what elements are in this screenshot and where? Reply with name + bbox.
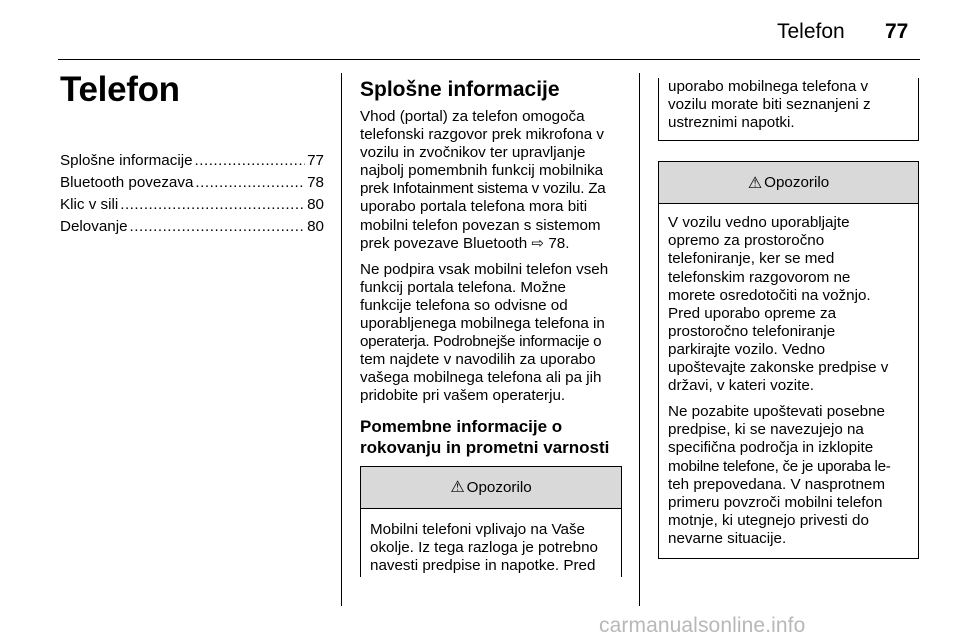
warning-title: Opozorilo (466, 478, 532, 496)
toc-entry-page: 78 (307, 174, 324, 191)
text-line: prostoročno telefoniranje (668, 322, 836, 340)
header-rule (58, 59, 920, 60)
warning-continuation (658, 78, 919, 141)
text-line: uporabo mobilnega telefona v (668, 78, 869, 95)
toc-entry[interactable] (60, 150, 324, 172)
toc-entry-page: 77 (307, 152, 324, 169)
warning-body (659, 204, 918, 558)
text-line: operaterja. Podrobnejše informacije o (360, 333, 602, 351)
text-line: specifična področja in izklopite (668, 439, 874, 457)
text-line: Pred uporabo opreme za (668, 304, 837, 322)
chapter-title: Telefon (60, 70, 180, 109)
column-divider-1 (341, 73, 342, 606)
text-line: državi, v kateri vozite. (668, 377, 815, 395)
heading-line: rokovanju in prometni varnosti (360, 437, 610, 457)
text-line: vozilu morate biti seznanjeni z (668, 96, 871, 114)
page-header-title: Telefon (777, 20, 845, 43)
column-two (360, 78, 622, 577)
warning-text (370, 521, 613, 575)
column-three (658, 78, 919, 559)
toc-entry[interactable] (60, 194, 324, 216)
text-line: uporabljenega mobilnega telefona in (360, 315, 605, 333)
text-line: primeru povzroči mobilni telefon (668, 493, 883, 511)
intro-paragraph (360, 108, 622, 253)
text-line: funkcij portala telefona. Možne (360, 278, 566, 296)
toc-leader-dots (130, 216, 306, 238)
warning-box (360, 466, 622, 577)
warning-header (361, 467, 621, 509)
toc-entry-label: Klic v sili (60, 196, 119, 213)
text-line: upoštevajte zakonske predpise v (668, 359, 889, 377)
text-line: morete osredotočiti na vožnjo. (668, 286, 871, 304)
warning-text (668, 78, 910, 132)
warning-title: Opozorilo (764, 174, 830, 192)
text-line: telefoniranje, ker se med (668, 250, 835, 268)
subsection-heading (360, 416, 622, 458)
text-line: nevarne situacije. (668, 529, 787, 547)
text-line: pridobite pri vašem operaterju. (360, 387, 566, 405)
warning-box (658, 161, 919, 559)
text-line: mobilne telefone, če je uporaba le- (668, 457, 891, 475)
heading-line: Pomembne informacije o (360, 416, 563, 436)
toc-entry-label: Delovanje (60, 218, 128, 235)
toc-entry-label: Bluetooth povezava (60, 174, 194, 191)
text-line: Ne pozabite upoštevati posebne (668, 403, 886, 421)
text-line: V vozilu vedno uporabljajte (668, 214, 850, 232)
text-line: parkirajte vozilo. Vedno (668, 340, 826, 358)
text-line: okolje. Iz tega razloga je potrebno (370, 538, 598, 556)
toc-leader-dots (195, 150, 306, 172)
table-of-contents (60, 150, 324, 238)
text-line: motnje, ki utegnejo privesti do (668, 511, 869, 529)
toc-leader-dots (195, 172, 305, 194)
text-line: Ne podpira vsak mobilni telefon vseh (360, 260, 609, 278)
text-line: vašega mobilnega telefona ali pa jih (360, 369, 602, 387)
text-line: ustreznimi napotki. (668, 114, 795, 132)
text-line: predpise, ki se navezujejo na (668, 421, 864, 439)
page-number: 77 (885, 20, 909, 43)
support-paragraph (360, 261, 622, 406)
warning-header (659, 162, 918, 204)
toc-entry[interactable] (60, 172, 324, 194)
text-line: uporabo portala telefona mora biti (360, 198, 588, 216)
warning-triangle-icon: ⚠ (450, 479, 465, 496)
text-line: teh prepovedana. V nasprotnem (668, 475, 885, 493)
toc-entry-page: 80 (307, 196, 324, 213)
text-line: vozilu in zvočnikov ter upravljanje (360, 144, 586, 162)
toc-entry[interactable] (60, 216, 324, 238)
text-line: tem najdete v navodilih za uporabo (360, 351, 596, 369)
section-heading: Splošne informacije (360, 78, 560, 101)
text-line: navesti predpise in napotke. Pred (370, 556, 596, 574)
watermark: carmanualsonline.info (599, 614, 806, 637)
text-line: telefonskim razgovorom ne (668, 268, 851, 286)
warning-body (361, 509, 621, 577)
text-line: mobilni telefon povezan s sistemom (360, 216, 601, 234)
warning-paragraph (668, 214, 910, 395)
toc-entry-page: 80 (307, 218, 324, 235)
warning-triangle-icon: ⚠ (747, 174, 763, 192)
text-line: opremo za prostoročno (668, 232, 825, 250)
column-divider-2 (639, 73, 640, 606)
text-line: prek Infotainment sistema v vozilu. Za (360, 180, 606, 198)
text-line: telefonski razgovor prek mikrofona v (360, 126, 604, 144)
toc-leader-dots (120, 194, 305, 216)
text-line: Mobilni telefoni vplivajo na Vaše (370, 520, 585, 538)
warning-paragraph (668, 403, 910, 548)
text-line: funkcije telefona so odvisne od (360, 296, 568, 314)
text-line: najbolj pomembnih funkcij mobilnika (360, 162, 604, 180)
cross-reference-link[interactable]: prek povezave Bluetooth ⇨ 78. (360, 234, 570, 252)
text-line: Vhod (portal) za telefon omogoča (360, 108, 585, 125)
toc-entry-label: Splošne informacije (60, 152, 193, 169)
